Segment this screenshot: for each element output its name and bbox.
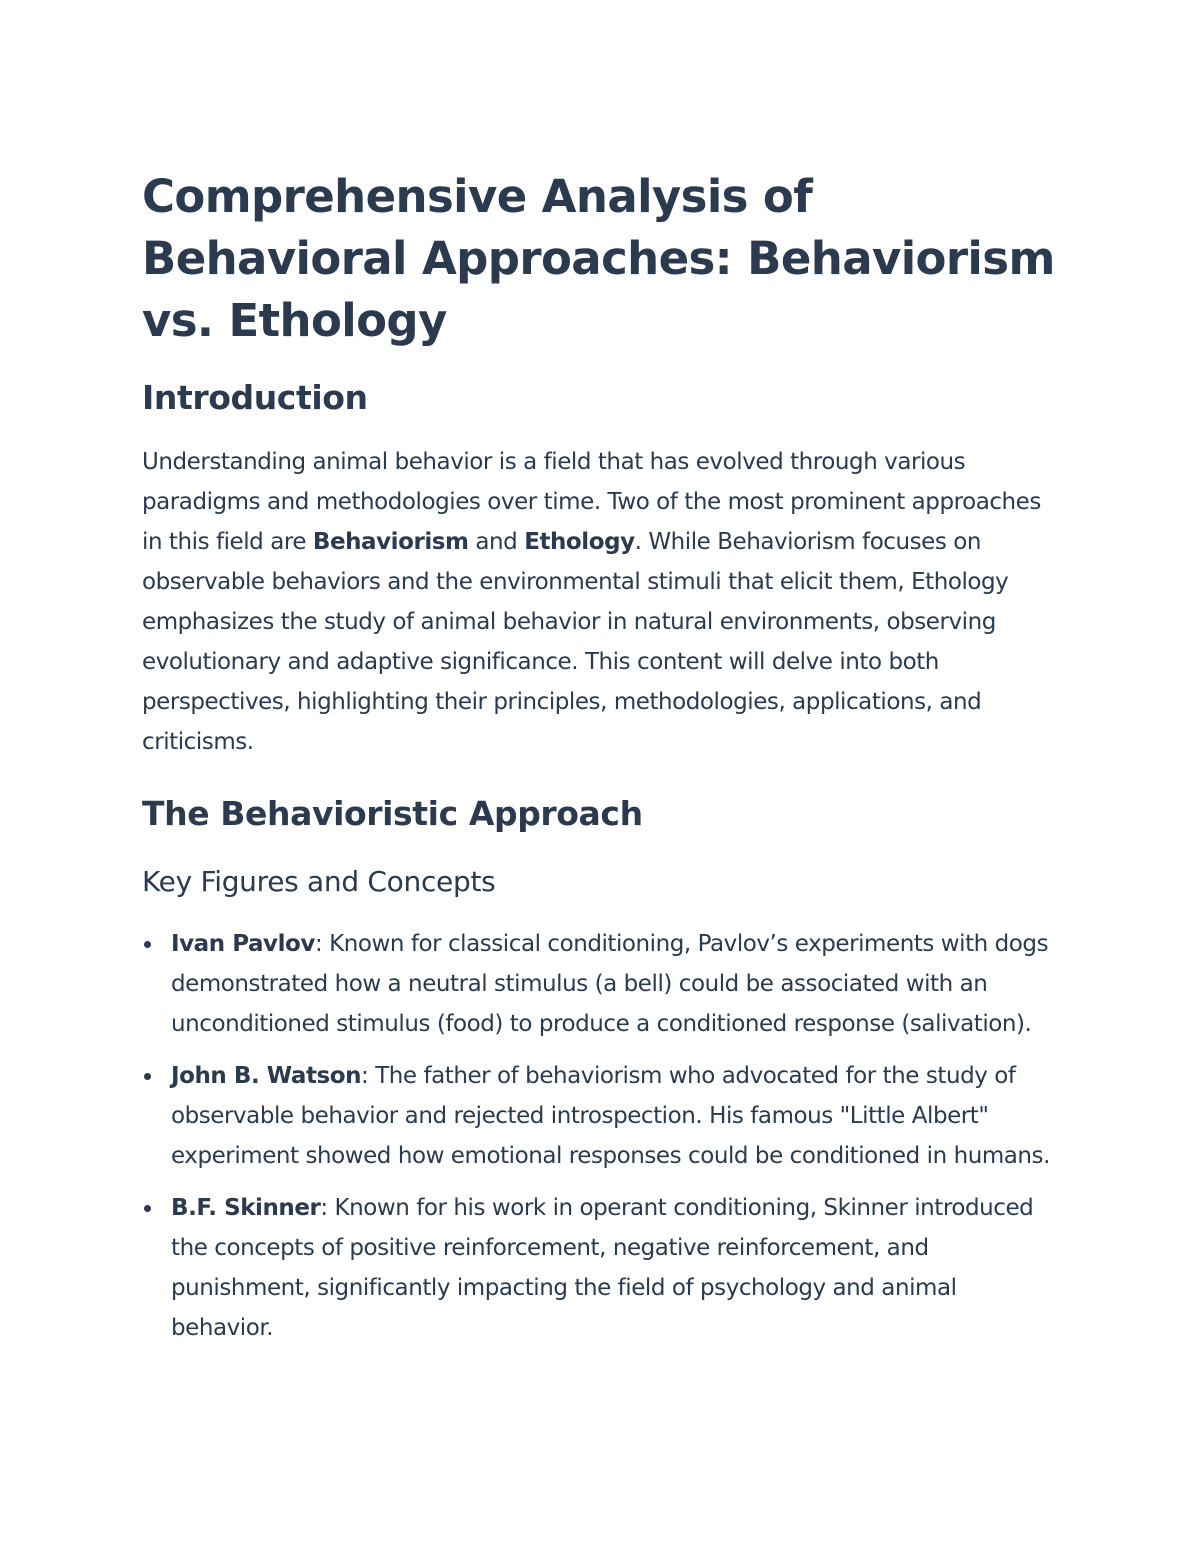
figure-description: : Known for his work in operant conditioning, Skinner introduced the concepts of positive reinforcement, negative reinforcement, and punishment, significantly impacting the field of psychology and animal behavior. — [171, 1195, 1034, 1341]
list-item-watson — [142, 1056, 1062, 1176]
ethology-term: Ethology — [524, 529, 635, 555]
introduction-paragraph — [142, 442, 1062, 762]
document-page — [142, 166, 1062, 1360]
figure-name: Ivan Pavlov — [171, 931, 315, 957]
list-item-skinner — [142, 1188, 1062, 1348]
bullet-icon — [144, 941, 151, 948]
behaviorism-term: Behaviorism — [312, 529, 469, 555]
list-item-pavlov — [142, 924, 1062, 1044]
figure-description: : The father of behaviorism who advocated for the study of observable behavior and rejected introspection. His famous "Little Albert" experiment showed how emotional responses could be conditioned in humans. — [171, 1063, 1050, 1169]
bullet-icon — [144, 1205, 151, 1212]
behavioristic-approach-heading: The Behavioristic Approach — [142, 794, 643, 833]
introduction-heading: Introduction — [142, 378, 368, 417]
key-figures-list — [142, 924, 1062, 1348]
figure-name: B.F. Skinner — [171, 1195, 321, 1221]
figure-name: John B. Watson — [171, 1063, 362, 1089]
bullet-icon — [144, 1073, 151, 1080]
key-figures-subheading: Key Figures and Concepts — [142, 865, 496, 898]
intro-text-segment: . While Behaviorism focuses on observable behaviors and the environmental stimuli that elicit them, Ethology emphasizes the study of animal behavior in natural environments, observing evolutionary and adaptive significance. This content will delve into both perspectives, highlighting their principles, methodologies, applications, and criticisms. — [142, 529, 1009, 755]
document-title: Comprehensive Analysis of Behavioral Approaches: Behaviorism vs. Ethology — [142, 170, 1055, 347]
intro-text-segment: Understanding animal behavior is a field that has evolved through various paradigms and methodologies over time. Two of the most prominent approaches in this field are — [142, 449, 1041, 555]
figure-description: : Known for classical conditioning, Pavlov’s experiments with dogs demonstrated how a neutral stimulus (a bell) could be associated with an unconditioned stimulus (food) to produce a conditioned response (salivation). — [171, 931, 1049, 1037]
intro-text-segment: and — [468, 529, 525, 555]
